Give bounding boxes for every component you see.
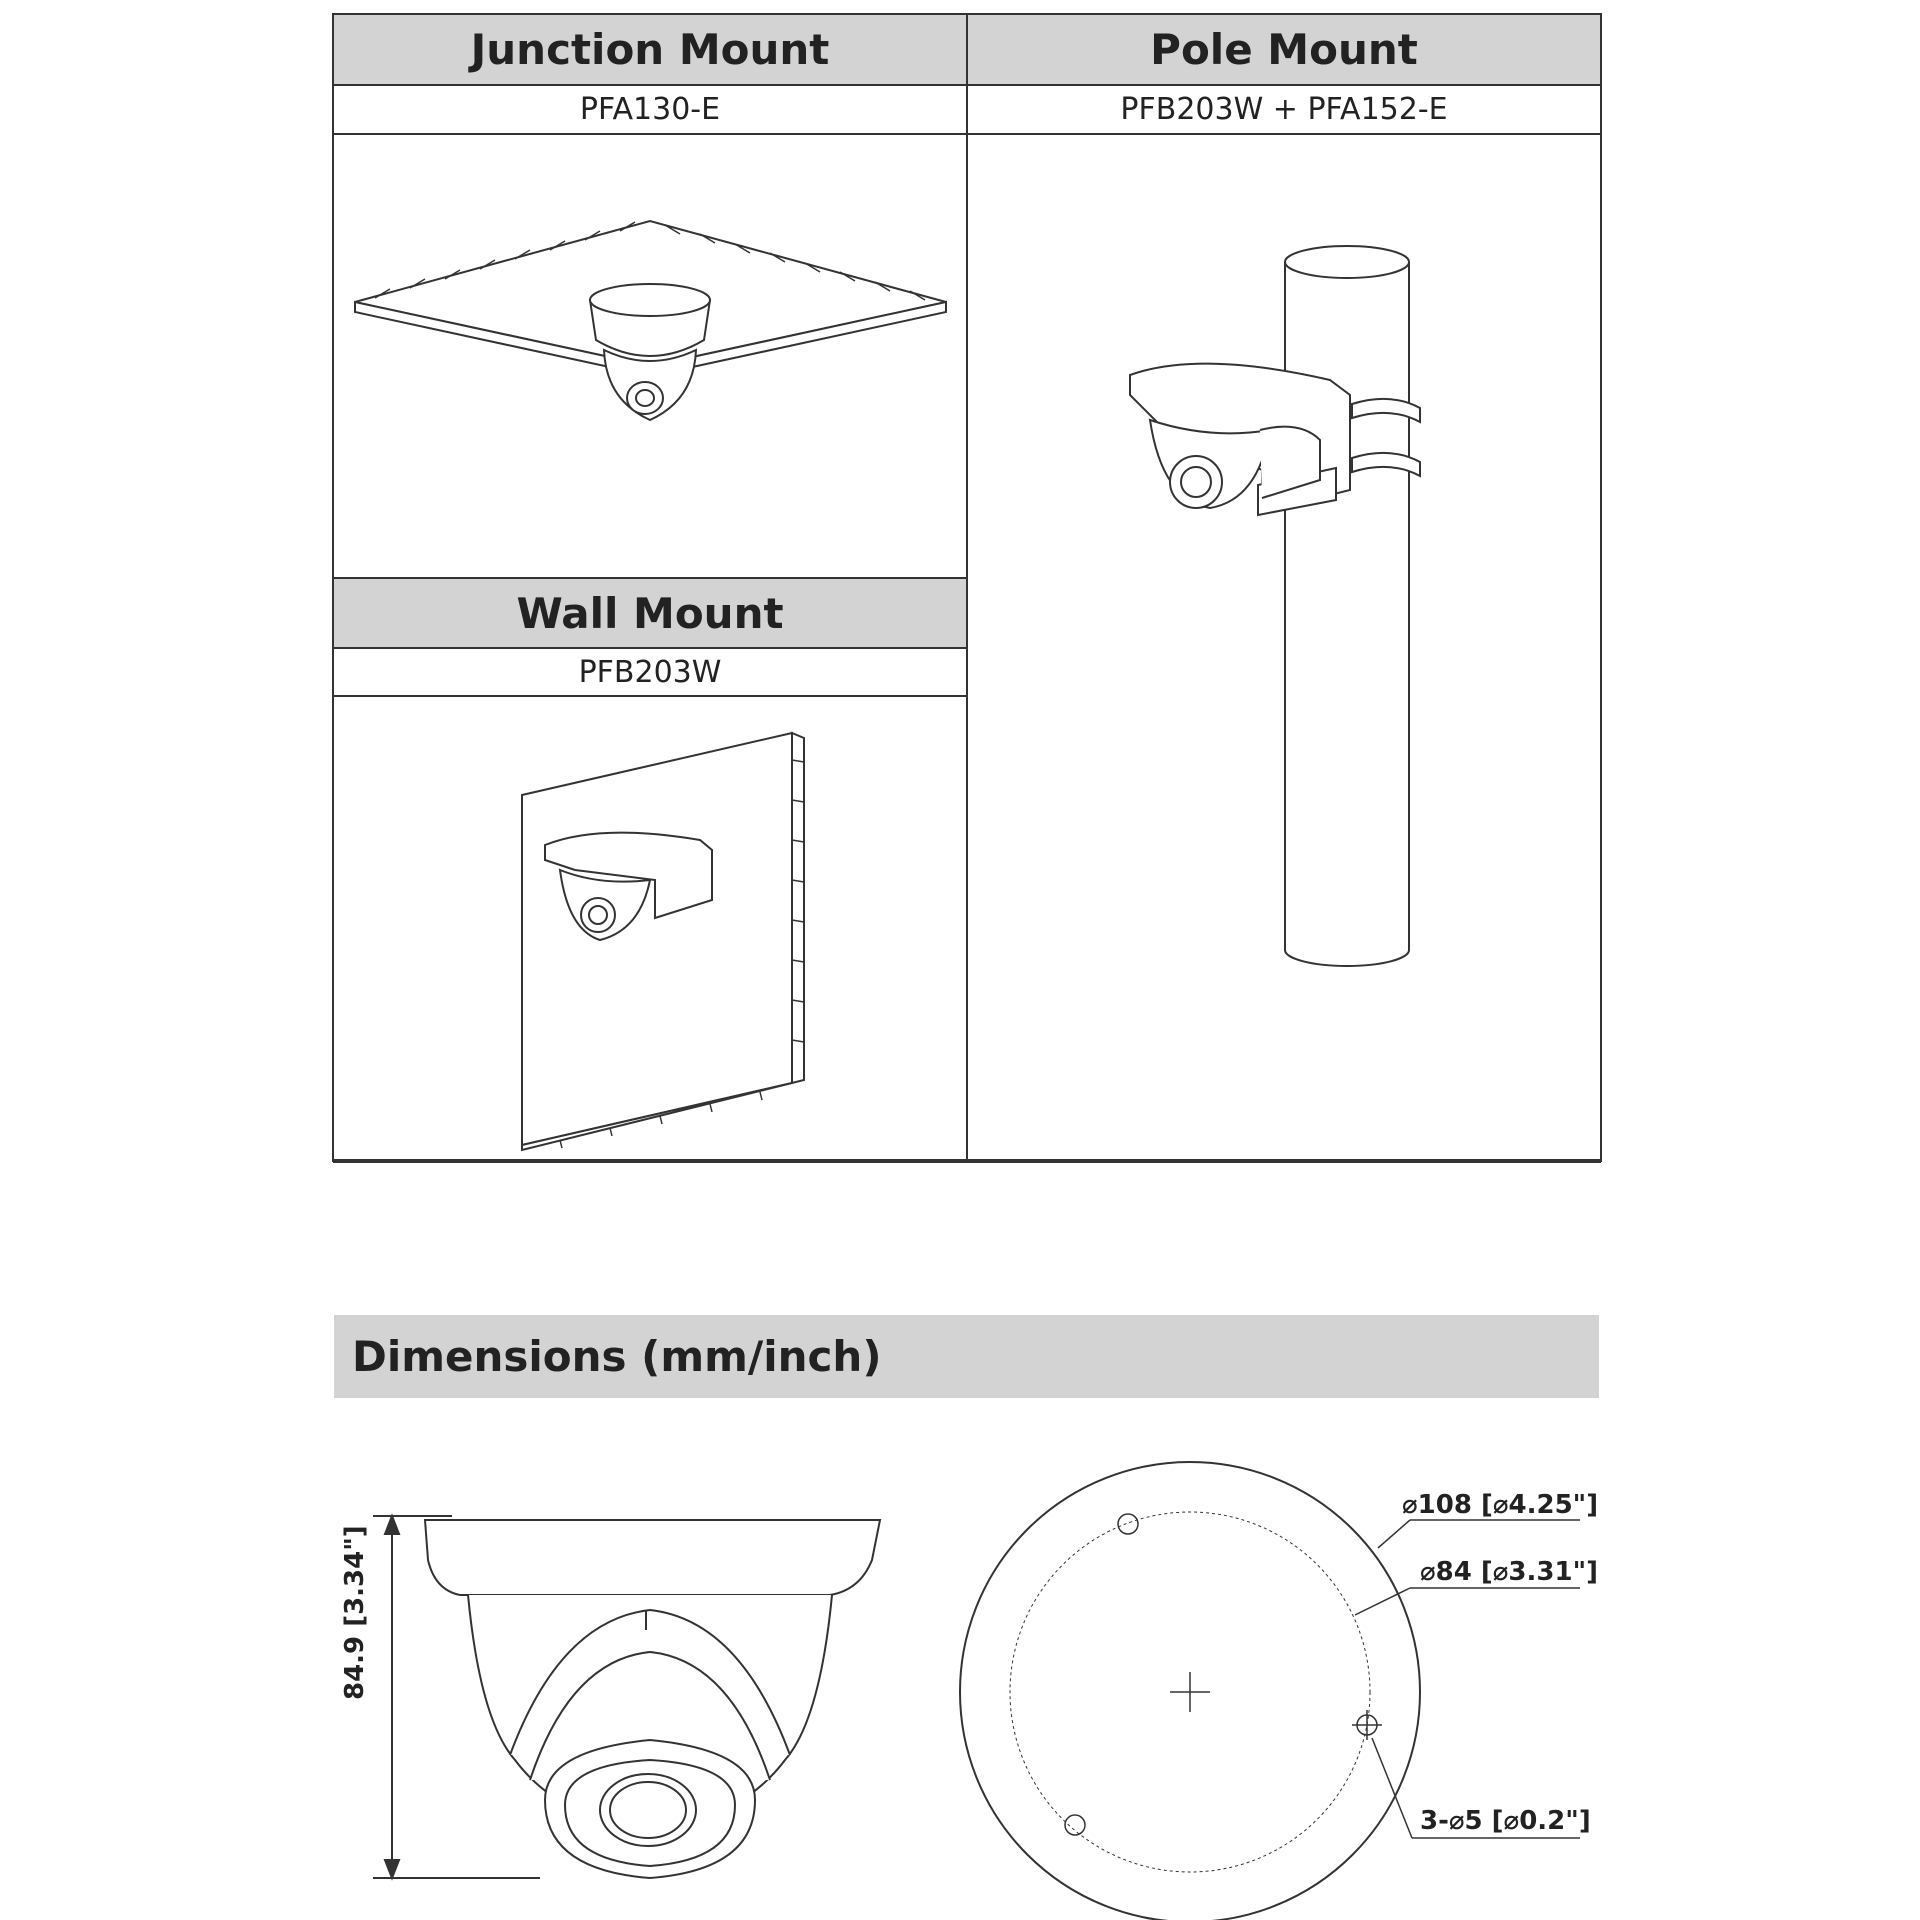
outer-diameter-label: ⌀108 [⌀4.25"]: [1402, 1490, 1599, 1520]
camera-side-view: [373, 1516, 880, 1878]
wall-mount-model: PFB203W: [578, 654, 722, 690]
dimensions-title: Dimensions (mm/inch): [352, 1332, 882, 1381]
junction-mount-title: Junction Mount: [470, 25, 830, 74]
wall-mount-illustration: [522, 733, 804, 1150]
hole-circle-diameter-label: ⌀84 [⌀3.31"]: [1420, 1557, 1599, 1587]
junction-mount-illustration: [355, 221, 946, 420]
pole-mount-model: PFB203W + PFA152-E: [1120, 92, 1448, 127]
junction-mount-model: PFA130-E: [579, 92, 721, 127]
mounting-holes-label: 3-⌀5 [⌀0.2"]: [1420, 1806, 1591, 1836]
pole-mount-illustration: [1130, 246, 1420, 966]
camera-bottom-view: [960, 1462, 1580, 1920]
wall-mount-title: Wall Mount: [516, 588, 784, 638]
height-dimension-label: 84.9 [3.34"]: [340, 1525, 370, 1700]
dimensions-header: [334, 1315, 1599, 1398]
pole-mount-title: Pole Mount: [1150, 25, 1418, 74]
dimensions-drawing: [0, 1420, 1920, 1920]
